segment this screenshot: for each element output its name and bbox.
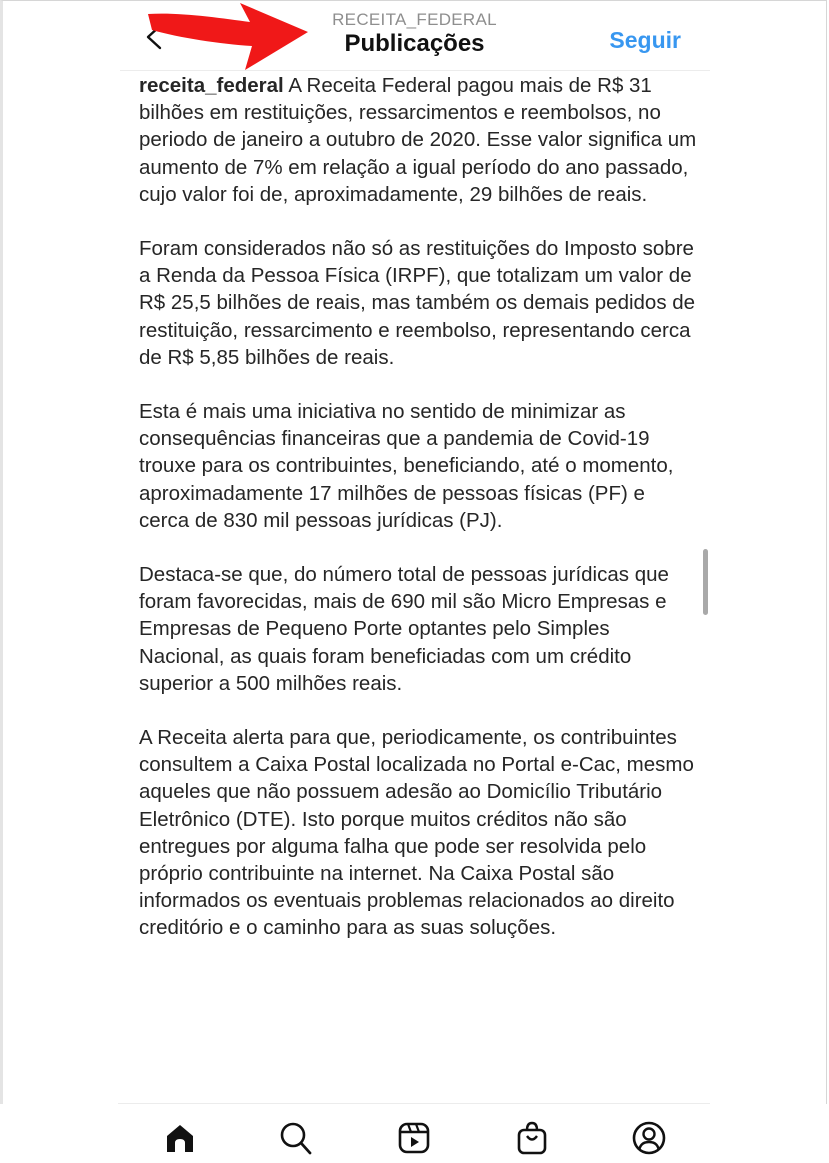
search-icon bbox=[278, 1120, 314, 1156]
header-username: RECEITA_FEDERAL bbox=[332, 10, 497, 29]
home-icon bbox=[163, 1121, 197, 1155]
post-caption bbox=[139, 72, 699, 969]
tab-home[interactable] bbox=[160, 1118, 200, 1158]
tab-shop[interactable] bbox=[512, 1118, 552, 1158]
caption-paragraph-5: A Receita alerta para que, periodicamente, os contribuintes consultem a Caixa Postal localizada no Portal e-Cac, mesmo aqueles que não possuem adesão ao Domicílio Tributário Eletrônico (DTE). Isto porque muitos créditos não são entregues por alguma falha que pode ser resolvida pelo próprio contribuinte na internet. Na Caixa Postal são informados os eventuais problemas relacionados ao direito creditório e o caminho para as suas soluções. bbox=[139, 726, 694, 940]
caption-author-link[interactable]: receita_federal bbox=[139, 74, 284, 97]
caption-paragraph-2: Foram considerados não só as restituições do Imposto sobre a Renda da Pessoa Física (IRPF), que totalizam um valor de R$ 25,5 bilhões de reais, mas também os demais pedidos de restituição, ressarcimento e reembolso, representando cerca de R$ 5,85 bilhões de reais. bbox=[139, 237, 696, 369]
caption-paragraph-1: receita_federal A Receita Federal pagou mais de R$ 31 bilhões em restituições, ressarcimentos e reembolsos, no periodo de janeiro a outubro de 2020. Esse valor significa um aumento de 7% em relação a igual período do ano passado, cujo valor foi de, aproximadamente, 29 bilhões de reais. bbox=[139, 74, 697, 206]
tab-profile[interactable] bbox=[629, 1118, 669, 1158]
shop-icon bbox=[515, 1120, 549, 1156]
reels-icon bbox=[397, 1121, 431, 1155]
tab-reels[interactable] bbox=[394, 1118, 434, 1158]
caption-paragraph-3: Esta é mais uma iniciativa no sentido de minimizar as consequências financeiras que a pandemia de Covid-19 trouxe para os contribuintes, beneficiando, até o momento, aproximadamente 17 milhões de pessoas físicas (PF) e cerca de 830 mil pessoas jurídicas (PJ). bbox=[139, 400, 674, 532]
caption-paragraph-4: Destaca-se que, do número total de pessoas jurídicas que foram favorecidas, mais de 690 mil são Micro Empresas e Empresas de Pequeno Porte optantes pelo Simples Nacional, as quais foram beneficiadas com um crédito superior a 500 milhões reais. bbox=[139, 563, 669, 695]
page-title: Publicações bbox=[344, 30, 485, 57]
scrollbar[interactable] bbox=[703, 549, 708, 615]
follow-button[interactable]: Seguir bbox=[609, 27, 681, 53]
bottom-tab-bar bbox=[0, 1104, 829, 1163]
tab-search[interactable] bbox=[276, 1118, 316, 1158]
profile-icon bbox=[631, 1120, 667, 1156]
